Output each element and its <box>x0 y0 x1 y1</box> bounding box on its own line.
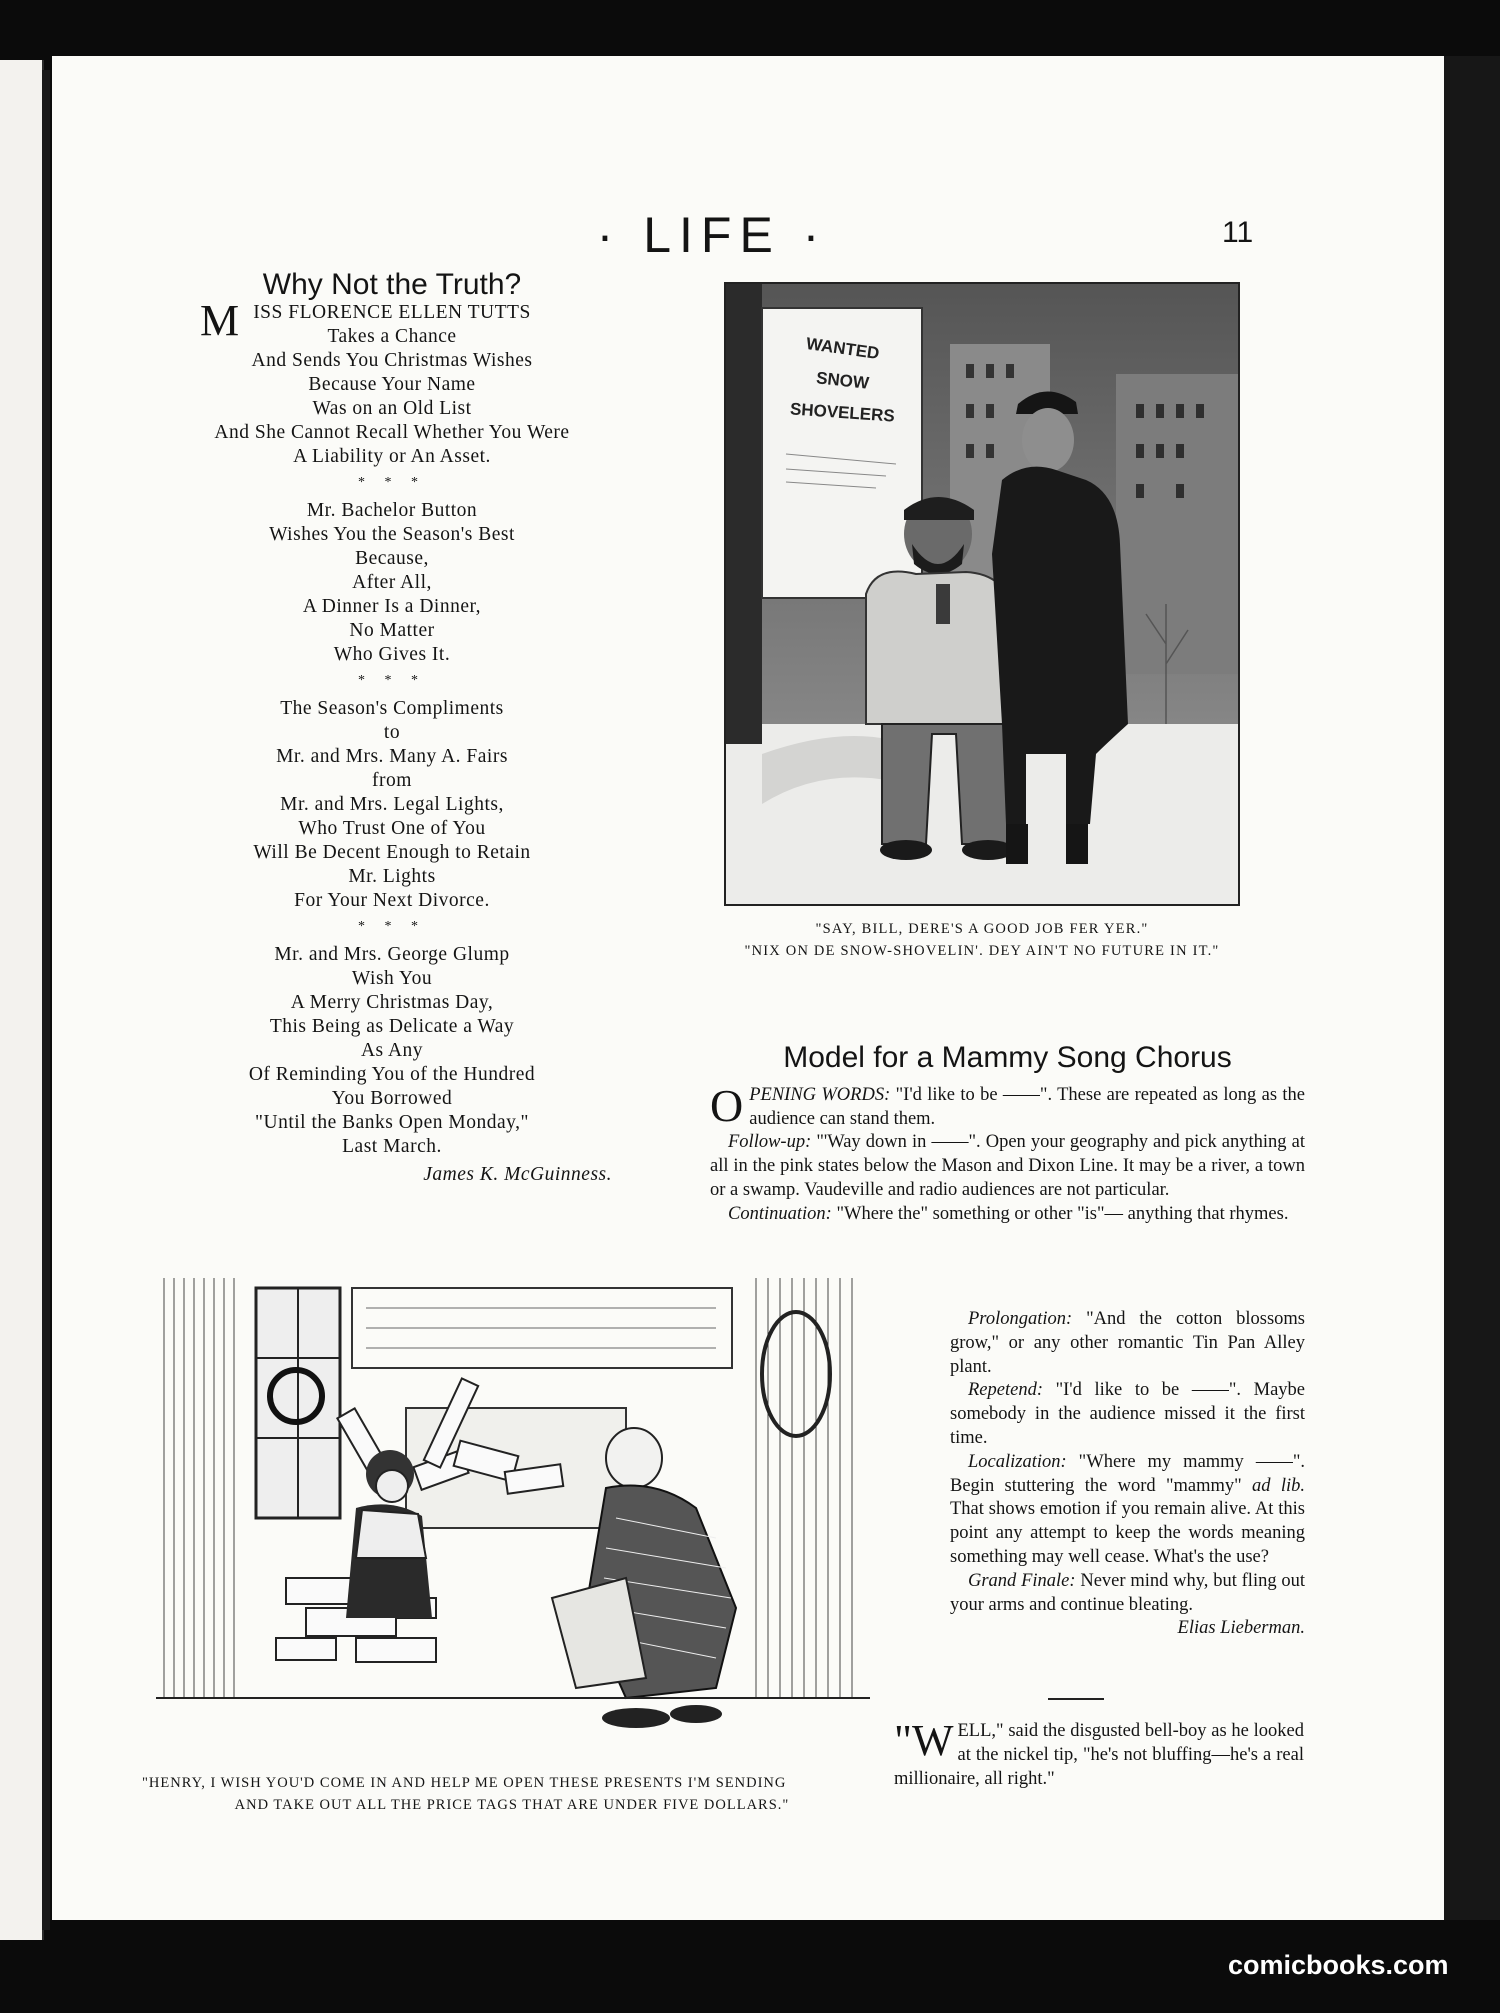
divider-stars: * * * <box>358 475 426 490</box>
section-text: "Where the" something or other "is"— anything that rhymes. <box>831 1203 1289 1224</box>
article-paragraph <box>710 1131 1305 1202</box>
poem-line: For Your Next Divorce. <box>294 890 490 911</box>
poem-line: And Sends You Christmas Wishes <box>251 350 533 371</box>
poem-line: Mr. and Mrs. Many A. Fairs <box>276 746 508 767</box>
section-label: Continuation: <box>728 1203 832 1224</box>
poem-line: Mr. Lights <box>348 866 436 887</box>
poem-line: Mr. and Mrs. Legal Lights, <box>280 794 504 815</box>
section-text: "I'd like to be ——". Maybe somebody in the audience missed it the first time. <box>950 1380 1305 1448</box>
article-paragraph <box>710 1079 1305 1132</box>
section-text: That shows emotion if you remain alive. At this point any attempt to keep the words meaning something may well cease. What's the use? <box>950 1499 1305 1567</box>
poem-line: Because, <box>355 548 429 569</box>
joke-text: ELL," said the disgusted bell-boy as he looked at the nickel tip, "he's not bluffing—he's a real millionaire, all right." <box>894 1721 1304 1789</box>
poem-line: Because Your Name <box>308 374 476 395</box>
poem-line: Mr. and Mrs. George Glump <box>274 944 510 965</box>
article-title: Model for a Mammy Song Chorus <box>783 1041 1232 1074</box>
poem-author: James K. McGuinness. <box>423 1164 612 1185</box>
stanza-2 <box>172 499 612 667</box>
christmas-presents-cartoon <box>156 1278 870 1768</box>
poem-line: Will Be Decent Enough to Retain <box>253 842 531 863</box>
article-paragraph <box>710 1203 1305 1227</box>
joke-dropcap <box>894 1716 954 1765</box>
article-mammy-song <box>710 1041 1305 1227</box>
book-gutter <box>42 70 50 1930</box>
right-background <box>1444 56 1500 1920</box>
poem-line: Last March. <box>342 1136 442 1157</box>
article-dropcap: O <box>710 1079 744 1131</box>
cartoon1-caption <box>672 918 1292 962</box>
poem-line: Wish You <box>351 968 433 989</box>
open-quote: " <box>894 1716 912 1765</box>
sign-line: SHOVELERS <box>789 399 896 426</box>
poem-line: After All, <box>352 572 432 593</box>
poem-line: A Liability or An Asset. <box>293 446 491 467</box>
poem-line: The Season's Compliments <box>280 698 504 719</box>
article-author: Elias Lieberman. <box>1177 1618 1305 1639</box>
poem-line: from <box>372 770 412 791</box>
poem-line: Takes a Chance <box>327 326 457 347</box>
article-paragraph <box>950 1451 1305 1570</box>
article-paragraph <box>950 1308 1305 1379</box>
poem-line: "Until the Banks Open Monday," <box>255 1112 529 1133</box>
left-page-edge <box>0 60 44 1940</box>
poem-line: No Matter <box>349 620 435 641</box>
poem-line: Of Reminding You of the Hundred <box>248 1064 536 1085</box>
poem-line: Mr. Bachelor Button <box>306 500 478 521</box>
stanza-4 <box>172 943 612 1159</box>
caption-line: "NIX ON DE SNOW-SHOVELIN'. DEY AIN'T NO FUTURE IN IT." <box>744 943 1220 959</box>
divider-stars: * * * <box>358 673 426 688</box>
poem-title: Why Not the Truth? <box>262 268 522 301</box>
masthead: · LIFE · <box>596 207 828 263</box>
section-label: PENING WORDS: <box>749 1084 891 1105</box>
caption-line: "SAY, BILL, DERE'S A GOOD JOB FER YER." <box>815 921 1149 937</box>
sign-line: SNOW <box>815 368 870 393</box>
poem-line: Who Gives It. <box>333 644 451 665</box>
section-label: Follow-up: <box>728 1132 812 1153</box>
ad-lib-text: ad lib. <box>1252 1475 1306 1496</box>
poem-line: A Dinner Is a Dinner, <box>302 596 482 617</box>
site-watermark: comicbooks.com <box>1228 1950 1449 1980</box>
magazine-page <box>52 56 1444 1920</box>
poem-line: As Any <box>360 1040 424 1061</box>
section-text: Never mind why, but fling out your arms and continue bleating. <box>950 1570 1306 1615</box>
poem-line: to <box>383 722 401 743</box>
article-paragraph <box>950 1379 1305 1450</box>
poem-line: A Merry Christmas Day, <box>290 992 494 1013</box>
poem-line: You Borrowed <box>331 1088 453 1109</box>
section-text: "And the cotton blossoms grow," or any other romantic Tin Pan Alley plant. <box>950 1309 1305 1377</box>
bell-boy-joke <box>894 1716 1304 1791</box>
caption-line: "HENRY, I WISH YOU'D COME IN AND HELP ME OPEN THESE PRESENTS I'M SENDING <box>142 1775 787 1791</box>
joke-dropcap-letter: W <box>911 1716 954 1765</box>
poem-name: ISS FLORENCE ELLEN TUTTS <box>253 302 531 323</box>
caption-line: AND TAKE OUT ALL THE PRICE TAGS THAT ARE UNDER FIVE DOLLARS." <box>234 1797 790 1813</box>
page-number: 11 <box>1222 216 1254 249</box>
article-paragraph <box>950 1570 1306 1639</box>
section-rule <box>1048 1698 1104 1700</box>
poem-why-not-the-truth <box>172 268 612 1187</box>
sign-line: WANTED <box>804 334 881 364</box>
stanza-1 <box>172 325 612 469</box>
article-continued <box>950 1308 1305 1641</box>
section-text: "I'd like to be ——". These are repeated as long as the audience can stand them. <box>749 1084 1305 1129</box>
section-label: Repetend: <box>968 1380 1043 1401</box>
snow-shovelers-cartoon <box>724 282 1240 906</box>
section-text: "'Way down in ——". Open your geography and pick anything at all in the pink states below the Mason and Dixon Line. It may be a river, a town or a swamp. Vaudeville and radio audiences are not particular. <box>710 1132 1305 1200</box>
poem-line: And She Cannot Recall Whether You Were <box>214 422 570 443</box>
poem-line: Who Trust One of You <box>298 818 486 839</box>
poem-line: Was on an Old List <box>312 398 472 419</box>
section-text: "Where my mammy ——". Begin stuttering the word "mammy" <box>950 1451 1305 1496</box>
poem-line: Wishes You the Season's Best <box>269 524 515 545</box>
divider-stars: * * * <box>358 919 426 934</box>
poem-dropcap: M <box>200 296 240 345</box>
cartoon2-caption <box>142 1772 882 1816</box>
poem-line: This Being as Delicate a Way <box>269 1016 515 1037</box>
stanza-3 <box>172 697 612 913</box>
section-label: Grand Finale: <box>968 1570 1076 1591</box>
section-label: Localization: <box>968 1451 1067 1472</box>
section-label: Prolongation: <box>968 1309 1073 1329</box>
